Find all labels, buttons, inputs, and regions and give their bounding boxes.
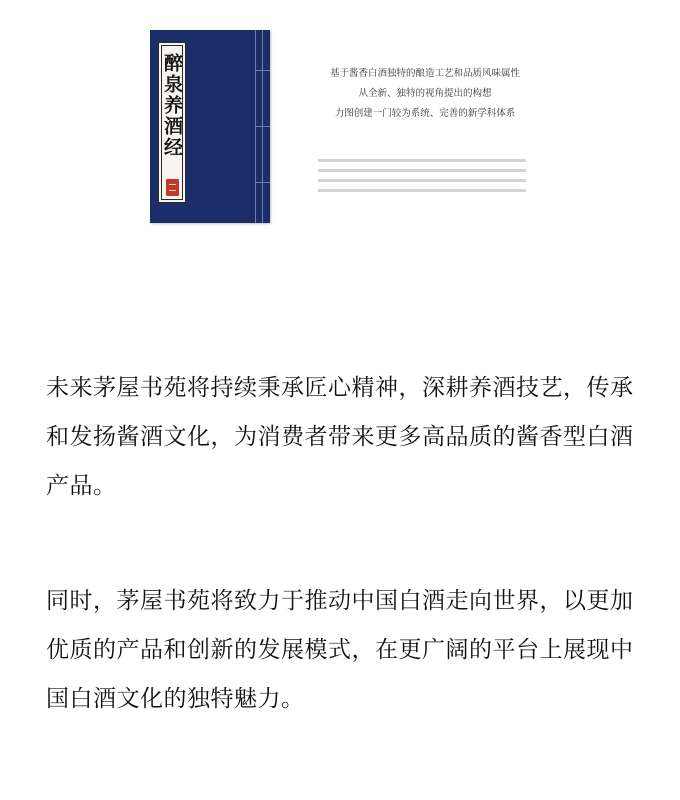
- caption-line-2: 从全新、独特的视角提出的构想: [358, 88, 492, 99]
- book-stitch: [255, 126, 270, 127]
- book-seal-stamp: [166, 179, 179, 196]
- book-title: 醉泉养酒经: [161, 53, 183, 158]
- paragraph-global-promotion: 同时，茅屋书苑将致力于推动中国白酒走向世界，以更加优质的产品和创新的发展模式，在更广阔的平台上展现中国白酒文化的独特魅力。: [46, 588, 634, 712]
- caption-line-1: 基于酱香白酒独特的酿造工艺和品质风味属性: [329, 68, 520, 79]
- book-title-label: [158, 42, 186, 203]
- decorative-line: [318, 159, 526, 162]
- book-cover-image: [150, 30, 270, 223]
- book-caption: [300, 64, 550, 124]
- book-stitch: [255, 182, 270, 183]
- decorative-line: [318, 179, 526, 182]
- decorative-line: [318, 169, 526, 172]
- paragraph-future-plans: 未来茅屋书苑将持续秉承匠心精神，深耕养酒技艺，传承和发扬酱酒文化，为消费者带来更多高品质的酱香型白酒产品。: [46, 375, 634, 499]
- decorative-line: [318, 189, 526, 192]
- book-stitch: [255, 70, 270, 71]
- caption-line-3: 力图创建一门较为系统、完善的新学科体系: [334, 108, 516, 119]
